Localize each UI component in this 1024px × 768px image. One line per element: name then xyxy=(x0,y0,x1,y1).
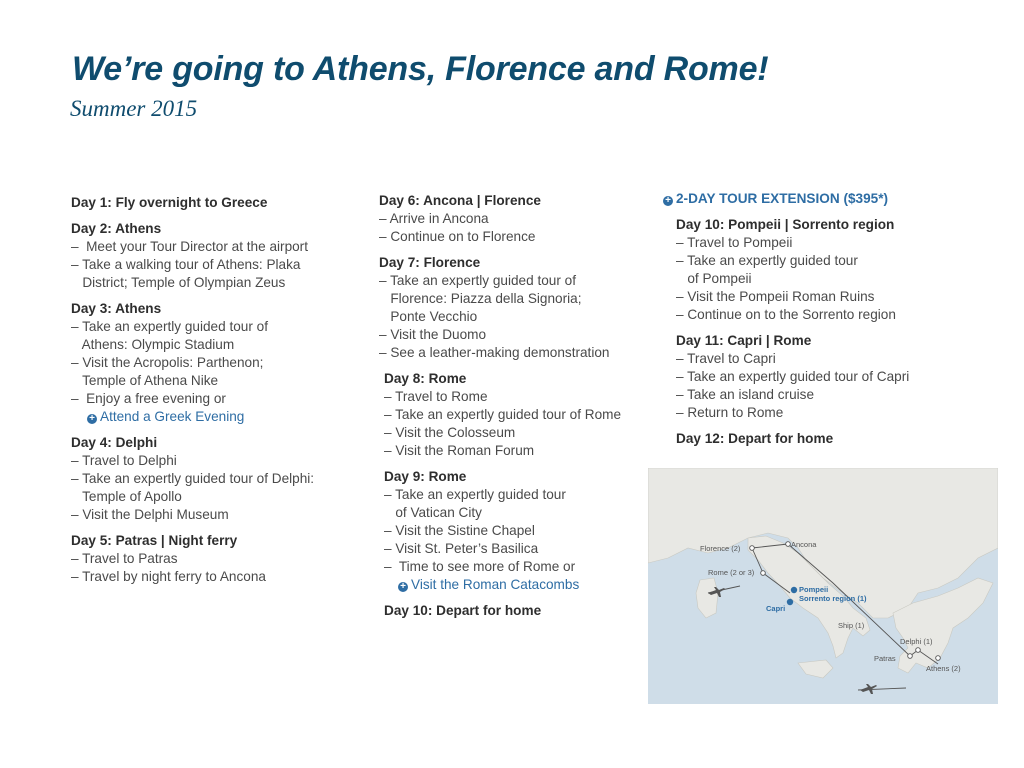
day-heading: Day 1: Fly overnight to Greece xyxy=(71,195,268,210)
pompeii-label: Pompeii xyxy=(799,585,829,594)
day-item: – Travel to Delphi xyxy=(71,453,177,468)
day-item: – Travel to Pompeii xyxy=(676,235,793,250)
day-item: – Take an expertly guided tour of Rome xyxy=(384,407,622,422)
day-item: Ponte Vecchio xyxy=(379,309,478,324)
tour-extension-heading xyxy=(663,190,993,208)
day-10 xyxy=(384,602,644,620)
day-5 xyxy=(71,532,361,586)
day-item: – Meet your Tour Director at the airport xyxy=(71,239,308,254)
day-6 xyxy=(379,192,644,246)
optional-activity-label: Visit the Roman Catacombs xyxy=(411,577,580,592)
day-heading: Day 10: Depart for home xyxy=(384,603,542,618)
page-title: We’re going to Athens, Florence and Rome! xyxy=(72,50,769,88)
day-item: of Vatican City xyxy=(384,505,482,520)
day-item: – Take an expertly guided tour xyxy=(384,487,566,502)
day-item: – Take an expertly guided tour of xyxy=(71,319,268,334)
day-item: Florence: Piazza della Signoria; xyxy=(379,291,582,306)
capri-label: Capri xyxy=(766,604,786,613)
day-heading: Day 5: Patras | Night ferry xyxy=(71,533,238,548)
patras-label: Patras xyxy=(874,654,896,663)
rome-point xyxy=(761,571,766,576)
sorrento-label: Sorrento region (1) xyxy=(799,594,867,603)
optional-activity-link[interactable] xyxy=(384,576,644,594)
day-item: – Take an expertly guided tour of Delphi: xyxy=(71,471,315,486)
route-map xyxy=(648,468,998,704)
day-2 xyxy=(71,220,361,292)
day-item: – Visit the Pompeii Roman Ruins xyxy=(676,289,875,304)
plus-circle-icon: + xyxy=(87,414,97,424)
day-item: – Visit the Roman Forum xyxy=(384,443,535,458)
page-subtitle: Summer 2015 xyxy=(70,96,198,121)
extension-day-10 xyxy=(676,216,993,324)
day-item: – Enjoy a free evening or xyxy=(71,391,226,406)
day-heading: Day 4: Delphi xyxy=(71,435,158,450)
day-heading: Day 8: Rome xyxy=(384,371,467,386)
day-item: – Take an expertly guided tour of Capri xyxy=(676,369,910,384)
day-heading: Day 2: Athens xyxy=(71,221,162,236)
day-item: – Continue on to Florence xyxy=(379,229,536,244)
ancona-label: Ancona xyxy=(791,540,817,549)
extension-day-11 xyxy=(676,332,993,422)
day-item: – Take an expertly guided tour xyxy=(676,253,858,268)
athens-label: Athens (2) xyxy=(926,664,961,673)
pompeii-plus-icon xyxy=(791,587,797,593)
day-heading: Day 9: Rome xyxy=(384,469,467,484)
tour-extension-column xyxy=(663,190,993,456)
day-item: – Continue on to the Sorrento region xyxy=(676,307,896,322)
itinerary-column-1 xyxy=(71,194,361,594)
day-item: – Travel to Rome xyxy=(384,389,488,404)
tour-extension-label: 2-DAY TOUR EXTENSION ($395*) xyxy=(676,191,889,206)
day-1 xyxy=(71,194,361,212)
day-heading: Day 3: Athens xyxy=(71,301,162,316)
day-item: – Visit the Sistine Chapel xyxy=(384,523,535,538)
rome-label: Rome (2 or 3) xyxy=(708,568,755,577)
day-4 xyxy=(71,434,361,524)
day-item: – Time to see more of Rome or xyxy=(384,559,576,574)
route-map-svg xyxy=(648,468,998,704)
patras-point xyxy=(908,654,913,659)
athens-point xyxy=(936,656,941,661)
day-heading: Day 10: Pompeii | Sorrento region xyxy=(676,217,895,232)
day-item: – Visit the Acropolis: Parthenon; xyxy=(71,355,264,370)
day-item: – Travel to Capri xyxy=(676,351,776,366)
delphi-point xyxy=(916,648,921,653)
day-heading: Day 12: Depart for home xyxy=(676,431,834,446)
florence-label: Florence (2) xyxy=(700,544,741,553)
capri-plus-icon xyxy=(787,599,793,605)
day-9 xyxy=(384,468,644,594)
day-item: – Take an island cruise xyxy=(676,387,815,402)
day-item: – Arrive in Ancona xyxy=(379,211,489,226)
itinerary-column-2 xyxy=(379,192,644,628)
day-7 xyxy=(379,254,644,362)
day-item: – Return to Rome xyxy=(676,405,784,420)
optional-activity-link[interactable] xyxy=(71,408,361,426)
delphi-label: Delphi (1) xyxy=(900,637,933,646)
extension-day-12 xyxy=(676,430,993,448)
day-8 xyxy=(384,370,644,460)
day-heading: Day 6: Ancona | Florence xyxy=(379,193,541,208)
day-item: District; Temple of Olympian Zeus xyxy=(71,275,286,290)
day-item: of Pompeii xyxy=(676,271,752,286)
plus-circle-icon: + xyxy=(663,196,673,206)
optional-activity-label: Attend a Greek Evening xyxy=(100,409,245,424)
day-3 xyxy=(71,300,361,426)
day-item: – Travel to Patras xyxy=(71,551,178,566)
day-item: – Visit the Delphi Museum xyxy=(71,507,229,522)
ancona-point xyxy=(786,542,791,547)
ship-label: Ship (1) xyxy=(838,621,865,630)
day-item: Athens: Olympic Stadium xyxy=(71,337,235,352)
plus-circle-icon: + xyxy=(398,582,408,592)
day-item: – Visit St. Peter’s Basilica xyxy=(384,541,539,556)
day-item: – See a leather-making demonstration xyxy=(379,345,610,360)
florence-point xyxy=(750,546,755,551)
day-item: – Visit the Colosseum xyxy=(384,425,516,440)
day-heading: Day 11: Capri | Rome xyxy=(676,333,812,348)
day-heading: Day 7: Florence xyxy=(379,255,481,270)
day-item: Temple of Apollo xyxy=(71,489,182,504)
day-item: – Travel by night ferry to Ancona xyxy=(71,569,266,584)
day-item: – Take an expertly guided tour of xyxy=(379,273,576,288)
day-item: Temple of Athena Nike xyxy=(71,373,219,388)
day-item: – Take a walking tour of Athens: Plaka xyxy=(71,257,301,272)
day-item: – Visit the Duomo xyxy=(379,327,487,342)
